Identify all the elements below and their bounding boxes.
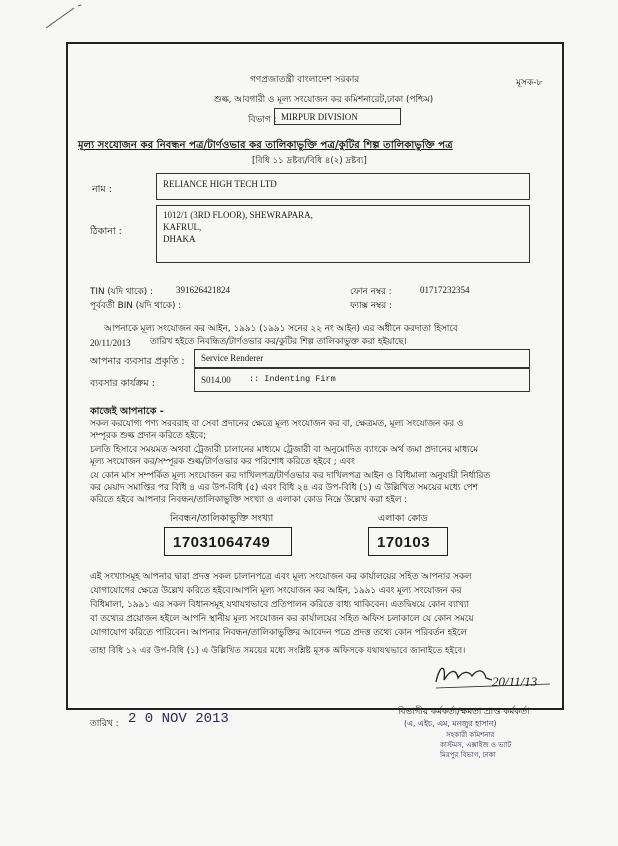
footer-line: বিধিমালা, ১৯৯১ এর সকল বিধানসমূহ যথাযথভাবে প্রতিপালন করিতে বাধ্য থাকিবেন। এতদ্বিষয়ে কোন ব্যাখ্যা xyxy=(90,600,470,610)
division-value: MIRPUR DIVISION xyxy=(281,112,358,122)
business-activity-label: ব্যবসার কার্যক্রম : xyxy=(90,378,155,389)
seal-designation: সহকারী কমিশনার xyxy=(446,731,495,739)
issue-date-label: তারিখ : xyxy=(90,719,119,729)
form-code: মূসক-৮ xyxy=(516,78,543,88)
intro-line-2: তারিখ হইতে নিবন্ধিত/টার্ণওভার কর/কুটির শিল্প তালিকাভুক্ত করা হইয়াছে। xyxy=(150,337,407,347)
signature-date-scribble: 20/11/13 xyxy=(492,674,538,689)
instruction-line: কর মেয়াদ সমাপ্তির পর বিধি ৪ এর উপ-বিধি (৫) এবং বিধি ২৪ এর উপ-বিধি (১) এ উল্লিখিত সময়ের মধ্যে পেশ xyxy=(90,483,478,493)
issue-date-stamp: 2 0 NOV 2013 xyxy=(128,711,229,727)
address-line-1: 1012/1 (3RD FLOOR), SHEWRAPARA, xyxy=(163,210,313,220)
address-line-3: DHAKA xyxy=(163,234,196,244)
business-activity-field xyxy=(194,368,530,392)
rule-reference: [বিধি ১১ দ্রষ্টব্য/বিধি ৪(২) দ্রষ্টব্য] xyxy=(252,156,367,166)
address-label: ঠিকানা : xyxy=(90,226,122,237)
tin-label: TIN (যদি থাকে) : xyxy=(90,287,153,297)
business-nature-label: আপনার ব্যবসার প্রকৃতি : xyxy=(90,356,185,367)
registration-number-label: নিবন্ধন/তালিকাভুক্তি সংখ্যা xyxy=(170,513,274,524)
division-label: বিভাগ : xyxy=(248,115,277,125)
previous-bin-label: পূর্ববর্তী BIN (যদি থাকে) : xyxy=(90,301,182,311)
margin-pen-mark xyxy=(44,4,84,32)
tin-value: 391626421824 xyxy=(176,285,230,295)
footer-line: যোগাযোগের ক্ষেত্রে উল্লেখ করিতে হইবে।আপনি মূল্য সংযোজন কর আইন, ১৯৯১ এবং মূল্য সংযোজন কর xyxy=(90,586,462,596)
officer-title: বিভাগীয় কর্মকর্তা/ক্ষমতা প্রাপ্ত কর্মকর্তা xyxy=(398,707,530,717)
instruction-line: করিতে হইবে আপনার নিবন্ধন/তালিকাভুক্তি সংখ্যা ও এলাকা কোড নিম্নে উল্লেখ করা হইল : xyxy=(90,495,408,505)
instruction-line: সম্পূরক শুল্ক প্রদান করিতে হইবে; xyxy=(90,431,207,441)
address-field xyxy=(156,205,530,263)
seal-department: কাস্টমস, এক্সাইজ ও ভ্যাট xyxy=(440,741,512,749)
name-value: RELIANCE HIGH TECH LTD xyxy=(163,179,277,189)
business-nature-field xyxy=(194,349,530,368)
footer-line: তাহা বিধি ১২ এর উপ-বিধি (১) এ উল্লিখিত সময়ের মধ্যে সংশ্লিষ্ট মূসক অফিসকে যথাযথভাবে জানাইতে হইবে। xyxy=(90,646,466,656)
phone-label: ফোন নম্বর : xyxy=(350,287,392,297)
area-code-box xyxy=(368,527,448,556)
instructions-heading: কাজেই আপনাকে - xyxy=(90,406,164,417)
activity-description: :: Indenting Firm xyxy=(249,374,336,384)
footer-line: যোগাযোগ করিতে পারিবেন। আপনার নিবন্ধন/তালিকাভুক্তির আবেদন পত্রে প্রদত্ত তথ্যে কোন পরিবর্তন হইলে xyxy=(90,628,467,638)
footer-line: বা তথ্যের প্রয়োজন হইলে আপনি স্থানীয় মূল্য সংযোজন কর কার্যালয়ের সহিত অফিস চলাকালে যে কোন সময়ে xyxy=(90,614,474,624)
registration-date: 20/11/2013 xyxy=(90,338,131,348)
officer-signature xyxy=(432,660,558,694)
document-title: মূল্য সংযোজন কর নিবন্ধন পত্র/টার্ণওভার কর তালিকাভুক্তি পত্র/কুটির শিল্প তালিকাভুক্তি পত্র xyxy=(78,140,453,151)
registration-number: 17031064749 xyxy=(173,534,271,551)
area-code: 170103 xyxy=(377,534,431,551)
registration-number-box xyxy=(164,527,292,556)
area-code-label: এলাকা কোড xyxy=(378,513,428,524)
commissionerate-name: শুল্ক, আবগারী ও মূল্য সংযোজন কর কমিশনারেট,ঢাকা (পশ্চিম) xyxy=(214,95,434,105)
instruction-line: সকল করযোগ্য পণ্য সরবরাহ বা সেবা প্রদানের ক্ষেত্রে মূল্য সংযোজন কর বা, ক্ষেত্রমত, মূল্য সংযোজন কর ও xyxy=(90,419,464,429)
seal-location: মিরপুর বিভাগ, ঢাকা xyxy=(440,751,496,759)
intro-line-1: আপনাকে মূল্য সংযোজন কর আইন, ১৯৯১ (১৯৯১ সনের ২২ নং আইন) এর অধীনে করদাতা হিসাবে xyxy=(104,324,458,334)
business-nature-value: Service Renderer xyxy=(201,353,264,363)
division-field xyxy=(274,108,401,125)
seal-name: (এ, এইচ, এম, মনজুর হাসান) xyxy=(404,719,497,728)
government-name: গণপ্রজাতন্ত্রী বাংলাদেশ সরকার xyxy=(250,75,360,85)
activity-code: S014.00 xyxy=(201,375,231,385)
instruction-line: যে কোন মাস সম্পর্কিত মূল্য সংযোজন কর দাখিলপত্র/টার্ণওভার কর দাখিলপত্র আইন ও বিধিমালা অনুযায়ী নির্ধারিত xyxy=(90,471,490,481)
footer-line: এই সংখ্যাসমূহ আপনার দ্বারা প্রদত্ত সকল চালানপত্রে এবং মূল্য সংযোজন কর কার্যালয়ের সহিত আপনার সকল xyxy=(90,572,472,582)
name-field xyxy=(156,173,530,200)
instruction-line: মূল্য সংযোজন কর/সম্পূরক শুল্ক/টার্ণওভার কর পরিশোধ করিতে হইবে ; এবং xyxy=(90,457,355,467)
address-line-2: KAFRUL, xyxy=(163,222,202,232)
name-label: নাম : xyxy=(92,184,112,195)
fax-label: ফ্যাক্স নম্বর : xyxy=(350,301,392,311)
instruction-line: চলতি হিসাবে সময়মত অথবা ট্রেজারী চালানের মাধ্যমে ট্রেজারী বা অনুমোদিত ব্যাংকে অর্থ জমা প্রদানের মাধ্যমে xyxy=(90,445,478,455)
phone-value: 01717232354 xyxy=(420,285,470,295)
